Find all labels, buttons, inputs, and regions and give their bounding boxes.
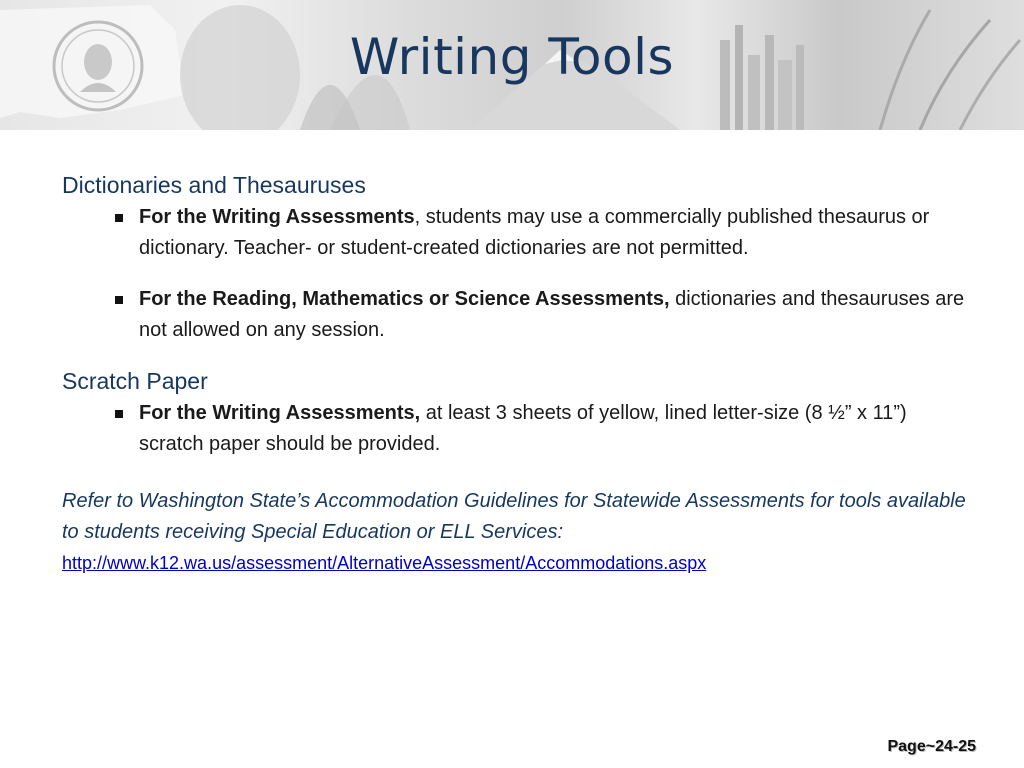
section-heading: Scratch Paper (62, 368, 208, 394)
bullet-text: , students may use a commercially published thesaurus or dictionary. Teacher- or student-created dictionaries are not permitted. (139, 206, 930, 259)
section-dictionaries (62, 168, 972, 346)
section-heading: Dictionaries and Thesauruses (62, 172, 366, 198)
square-bullet-icon (115, 410, 123, 418)
bullet-list (62, 202, 972, 346)
bullet-item (62, 284, 972, 346)
bullet-text: at least 3 sheets of yellow, lined letter-size (8 ½” x 11”) scratch paper should be provided. (139, 402, 907, 455)
bullet-list (62, 398, 972, 460)
header-banner (0, 0, 1024, 130)
bullet-bold-lead: For the Reading, Mathematics or Science Assessments, (139, 288, 670, 310)
bullet-bold-lead: For the Writing Assessments, (139, 402, 421, 424)
slide-content (62, 168, 972, 579)
bullet-bold-lead: For the Writing Assessments (139, 206, 415, 228)
reference-note (62, 486, 972, 579)
square-bullet-icon (115, 214, 123, 222)
bullet-item (62, 398, 972, 460)
square-bullet-icon (115, 296, 123, 304)
section-scratch-paper (62, 364, 972, 460)
bullet-item (62, 202, 972, 264)
page-number: Page~24-25 (887, 738, 976, 755)
bullet-text: dictionaries and thesauruses are not allowed on any session. (139, 288, 965, 341)
reference-note-text: Refer to Washington State’s Accommodation Guidelines for Statewide Assessments for tools available to students receiving Special Education or ELL Services: (62, 490, 966, 543)
accommodations-link[interactable]: http://www.k12.wa.us/assessment/AlternativeAssessment/Accommodations.aspx (62, 553, 707, 573)
slide-title: Writing Tools (349, 28, 675, 86)
